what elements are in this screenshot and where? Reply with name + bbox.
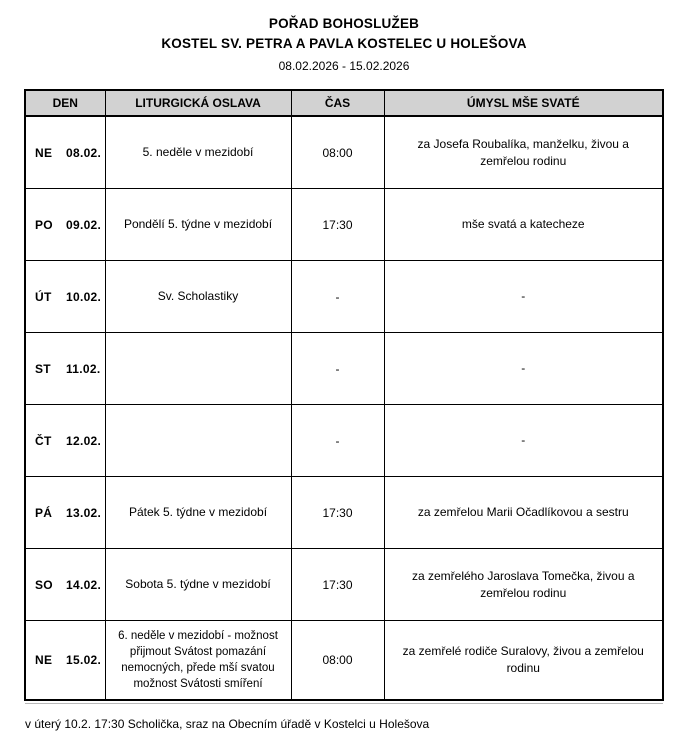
table-row — [25, 549, 663, 621]
day-name: PÁ — [35, 505, 53, 520]
day-name: NE — [35, 145, 53, 160]
cell-day — [25, 189, 105, 261]
cell-liturgy: Sv. Scholastiky — [105, 261, 291, 333]
cell-time: 08:00 — [291, 116, 384, 189]
cell-time: 08:00 — [291, 621, 384, 701]
column-header-day: DEN — [25, 90, 105, 116]
day-date: 15.02. — [66, 653, 102, 667]
column-header-liturgy: LITURGICKÁ OSLAVA — [105, 90, 291, 116]
schedule-table — [24, 89, 664, 701]
table-row — [25, 261, 663, 333]
cell-liturgy — [105, 405, 291, 477]
cell-time: 17:30 — [291, 549, 384, 621]
table-header-row — [25, 90, 663, 116]
cell-intention: za Josefa Roubalíka, manželku, živou a zemřelou rodinu — [384, 116, 663, 189]
table-row — [25, 477, 663, 549]
cell-intention: - — [384, 333, 663, 405]
day-date: 14.02. — [66, 577, 102, 592]
cell-liturgy — [105, 333, 291, 405]
date-range: 08.02.2026 - 15.02.2026 — [278, 59, 410, 73]
table-row — [25, 333, 663, 405]
day-date: 09.02. — [66, 217, 102, 232]
cell-intention: za zemřelého Jaroslava Tomečka, živou a zemřelou rodinu — [384, 549, 663, 621]
cell-day — [25, 333, 105, 405]
cell-liturgy: 6. neděle v mezidobí - možnost přijmout Svátost pomazání nemocných, přede mší svatou možnost Svátosti smíření — [105, 621, 291, 701]
cell-intention: - — [384, 261, 663, 333]
day-date: 11.02. — [66, 361, 101, 376]
cell-day — [25, 261, 105, 333]
page-subtitle-church: KOSTEL SV. PETRA A PAVLA KOSTELEC U HOLEŠOVA — [161, 36, 527, 51]
cell-liturgy: Sobota 5. týdne v mezidobí — [105, 549, 291, 621]
cell-day — [25, 621, 105, 701]
day-name: ÚT — [35, 289, 52, 304]
day-name: PO — [35, 217, 53, 232]
table-row — [25, 405, 663, 477]
cell-time: 17:30 — [291, 477, 384, 549]
day-date: 08.02. — [66, 145, 102, 160]
cell-liturgy: Pátek 5. týdne v mezidobí — [105, 477, 291, 549]
cell-day — [25, 116, 105, 189]
cell-day — [25, 549, 105, 621]
cell-intention: za zemřelé rodiče Suralovy, živou a zemřelou rodinu — [384, 621, 663, 701]
page-title: POŘAD BOHOSLUŽEB — [268, 16, 420, 31]
day-date: 13.02. — [66, 505, 102, 520]
table-row — [25, 621, 663, 701]
footer-note: v úterý 10.2. 17:30 Scholička, sraz na Obecním úřadě v Kostelci u Holešova — [25, 703, 663, 733]
day-name: SO — [35, 577, 53, 592]
cell-time: - — [291, 261, 384, 333]
day-name: ST — [35, 361, 51, 376]
cell-day — [25, 405, 105, 477]
cell-intention: - — [384, 405, 663, 477]
cell-liturgy: 5. neděle v mezidobí — [105, 116, 291, 189]
cell-day — [25, 477, 105, 549]
table-row — [25, 116, 663, 189]
table-row — [25, 189, 663, 261]
day-name: NE — [35, 653, 53, 667]
cell-intention: mše svatá a katecheze — [384, 189, 663, 261]
document-header — [0, 0, 688, 76]
day-date: 10.02. — [66, 289, 102, 304]
cell-time: 17:30 — [291, 189, 384, 261]
cell-liturgy: Pondělí 5. týdne v mezidobí — [105, 189, 291, 261]
cell-time: - — [291, 405, 384, 477]
column-header-intention: ÚMYSL MŠE SVATÉ — [384, 90, 663, 116]
cell-intention: za zemřelou Marii Očadlíkovou a sestru — [384, 477, 663, 549]
day-name: ČT — [35, 433, 52, 448]
day-date: 12.02. — [66, 433, 102, 448]
cell-time: - — [291, 333, 384, 405]
column-header-time: ČAS — [291, 90, 384, 116]
